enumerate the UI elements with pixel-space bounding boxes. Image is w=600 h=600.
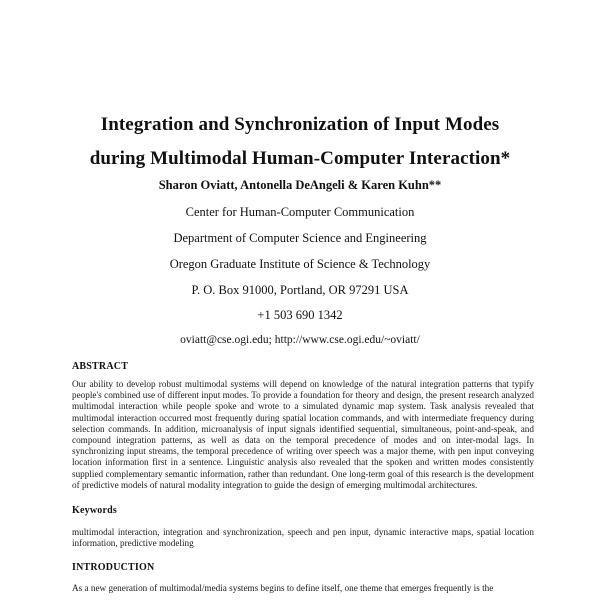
keywords-text: multimodal interaction, integration and synchronization, speech and pen input, dynamic interactive maps, spatial location information, predictive modeling	[72, 527, 534, 549]
paper-title-line-2: during Multimodal Human-Computer Interaction*	[89, 148, 511, 169]
paper-title-line-1: Integration and Synchronization of Input Modes	[100, 114, 500, 135]
affiliation-institute: Oregon Graduate Institute of Science & Technology	[169, 257, 431, 271]
paper-authors: Sharon Oviatt, Antonella DeAngeli & Karen Kuhn**	[158, 178, 442, 192]
affiliation-department: Department of Computer Science and Engineering	[173, 231, 427, 245]
affiliation-email-url: oviatt@cse.ogi.edu; http://www.cse.ogi.edu/~oviatt/	[180, 334, 420, 346]
keywords-heading: Keywords	[72, 505, 117, 516]
affiliation-phone: +1 503 690 1342	[257, 308, 343, 322]
abstract-text: Our ability to develop robust multimodal systems will depend on knowledge of the natural integration patterns that typify people's combined use of different input modes. To provide a foundation for theory and design, the present research analyzed multimodal interaction while people spoke and wrote to a simulated dynamic map system. Task analysis revealed that multimodal interaction occurred most frequently during spatial location commands, and with intermediate frequency during selection commands. In addition, microanalysis of input signals identified sequential, simultaneous, point-and-speak, and compound integration patterns, as well as data on the temporal precedence of modes and on inter-modal lags. In synchronizing input streams, the temporal precedence of writing over speech was a major theme, with pen input conveying location information first in a sentence. Linguistic analysis also revealed that the spoken and written modes consistently supplied complementary semantic information, rather than redundant. One long-term goal of this research is the development of predictive models of natural modality integration to guide the design of emerging multimodal architectures.	[72, 379, 534, 490]
affiliation-center: Center for Human-Computer Communication	[185, 205, 415, 219]
introduction-text: As a new generation of multimodal/media systems begins to define itself, one theme that emerges frequently is the	[72, 583, 494, 593]
introduction-heading: INTRODUCTION	[72, 562, 155, 573]
affiliation-address: P. O. Box 91000, Portland, OR 97291 USA	[191, 283, 409, 297]
abstract-heading: ABSTRACT	[72, 361, 129, 372]
